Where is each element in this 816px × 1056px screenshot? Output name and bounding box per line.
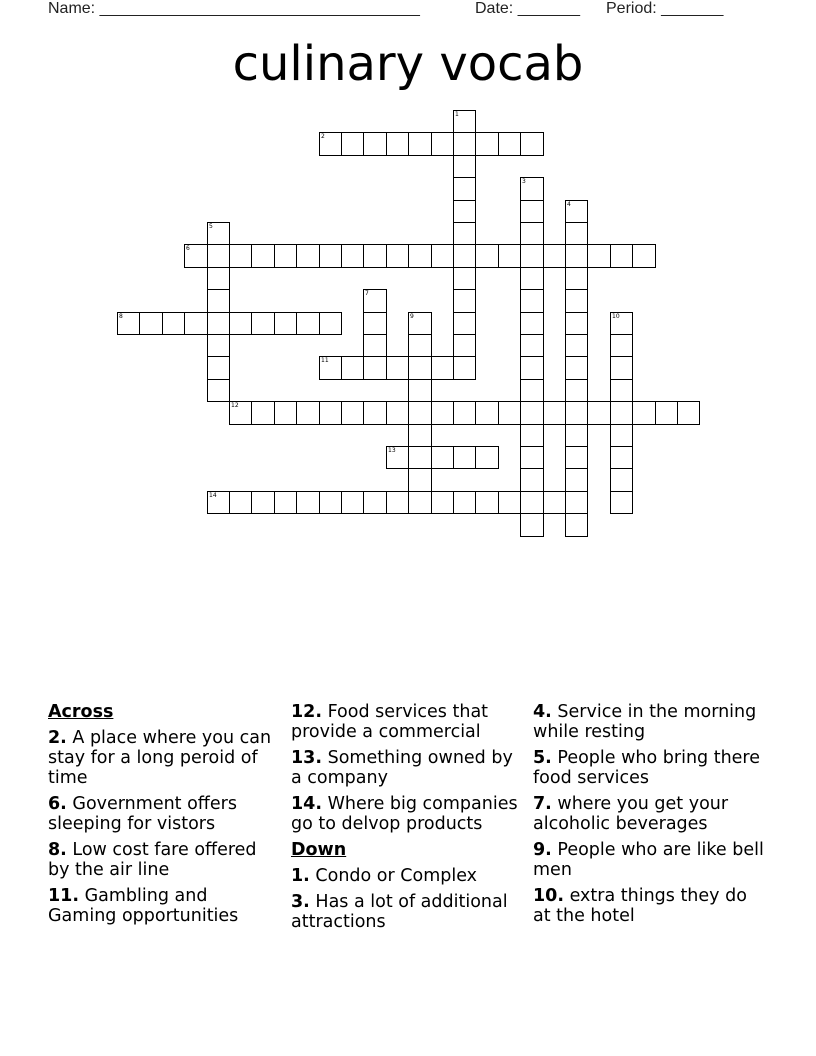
grid-cell[interactable]	[453, 155, 476, 178]
grid-cell[interactable]	[453, 312, 476, 335]
grid-cell[interactable]	[498, 401, 521, 425]
grid-cell[interactable]	[520, 491, 544, 514]
grid-cell[interactable]	[341, 491, 364, 514]
grid-cell[interactable]	[363, 289, 387, 313]
grid-cell[interactable]	[587, 244, 611, 268]
clue-across-13: 13. Something owned by a company	[291, 748, 513, 788]
grid-cell[interactable]	[229, 401, 252, 425]
grid-cell[interactable]	[565, 468, 588, 492]
grid-cell[interactable]	[453, 222, 476, 245]
grid-cell[interactable]	[565, 289, 588, 313]
grid-cell[interactable]	[363, 491, 387, 514]
grid-cell[interactable]	[408, 356, 432, 380]
grid-cell[interactable]	[431, 132, 454, 156]
grid-cell[interactable]	[498, 244, 521, 268]
grid-cell[interactable]	[453, 244, 476, 268]
clue-across-14: 14. Where big companies go to delvop products	[291, 794, 518, 834]
grid-cell[interactable]	[475, 132, 499, 156]
clue-number: 13	[388, 447, 396, 454]
clue-column-3	[533, 702, 765, 932]
clue-column-2	[291, 702, 523, 938]
grid-cell[interactable]	[408, 446, 432, 469]
clue-number: 14	[209, 492, 217, 499]
grid-cell[interactable]	[453, 446, 476, 469]
grid-cell[interactable]	[386, 491, 409, 514]
grid-cell[interactable]	[341, 401, 364, 425]
grid-cell[interactable]	[565, 446, 588, 469]
across-heading: Across	[48, 702, 114, 722]
grid-cell[interactable]	[408, 244, 432, 268]
grid-cell[interactable]	[386, 244, 409, 268]
grid-cell[interactable]	[431, 491, 454, 514]
grid-cell[interactable]	[319, 312, 342, 335]
clue-across-12: 12. Food services that provide a commercial	[291, 702, 489, 742]
clue-across-2: 2. A place where you can stay for a long peroid of time	[48, 728, 272, 788]
grid-cell[interactable]	[453, 267, 476, 290]
grid-cell[interactable]	[520, 379, 544, 402]
grid-cell[interactable]	[408, 312, 432, 335]
grid-cell[interactable]	[274, 491, 297, 514]
grid-cell[interactable]	[139, 312, 163, 335]
grid-cell[interactable]	[363, 244, 387, 268]
grid-cell[interactable]	[341, 132, 364, 156]
grid-cell[interactable]	[520, 177, 544, 201]
grid-cell[interactable]	[565, 424, 588, 447]
grid-cell[interactable]	[610, 446, 633, 469]
grid-cell[interactable]	[565, 379, 588, 402]
grid-cell[interactable]	[408, 424, 432, 447]
clue-number: 5	[209, 223, 213, 230]
grid-cell[interactable]	[632, 401, 656, 425]
grid-cell[interactable]	[520, 424, 544, 447]
grid-cell[interactable]	[363, 312, 387, 335]
grid-cell[interactable]	[520, 200, 544, 223]
grid-cell[interactable]	[610, 424, 633, 447]
grid-cell[interactable]	[229, 491, 252, 514]
grid-cell[interactable]	[520, 267, 544, 290]
grid-cell[interactable]	[565, 222, 588, 245]
grid-cell[interactable]	[207, 267, 230, 290]
grid-cell[interactable]	[386, 446, 409, 469]
grid-cell[interactable]	[453, 200, 476, 223]
grid-cell[interactable]	[498, 132, 521, 156]
grid-cell[interactable]	[408, 401, 432, 425]
grid-cell[interactable]	[363, 356, 387, 380]
grid-cell[interactable]	[296, 244, 320, 268]
clue-number: 12	[231, 402, 239, 409]
grid-cell[interactable]	[520, 312, 544, 335]
grid-cell[interactable]	[453, 110, 476, 133]
grid-cell[interactable]	[610, 379, 633, 402]
grid-cell[interactable]	[520, 401, 544, 425]
grid-cell[interactable]	[543, 401, 566, 425]
clue-down-9: 9. People who are like bell men	[533, 840, 764, 880]
grid-cell[interactable]	[475, 244, 499, 268]
grid-cell[interactable]	[453, 401, 476, 425]
grid-cell[interactable]	[207, 312, 230, 335]
grid-cell[interactable]	[520, 244, 544, 268]
grid-cell[interactable]	[655, 401, 678, 425]
grid-cell[interactable]	[610, 356, 633, 380]
grid-cell[interactable]	[184, 312, 208, 335]
clue-across-11: 11. Gambling and Gaming opportunities	[48, 886, 239, 926]
grid-cell[interactable]	[677, 401, 700, 425]
down-heading: Down	[291, 840, 347, 860]
grid-cell[interactable]	[543, 491, 566, 514]
grid-cell[interactable]	[251, 244, 275, 268]
grid-cell[interactable]	[475, 446, 499, 469]
clue-number: 3	[522, 178, 526, 185]
grid-cell[interactable]	[610, 312, 633, 335]
grid-cell[interactable]	[117, 312, 140, 335]
grid-cell[interactable]	[632, 244, 656, 268]
clue-number: 10	[612, 313, 620, 320]
grid-cell[interactable]	[341, 356, 364, 380]
clue-number: 6	[186, 245, 190, 252]
clue-down-10: 10. extra things they do at the hotel	[533, 886, 747, 926]
grid-cell[interactable]	[319, 356, 342, 380]
grid-cell[interactable]	[386, 401, 409, 425]
clue-column-1	[48, 702, 280, 932]
grid-cell[interactable]	[475, 491, 499, 514]
grid-cell[interactable]	[296, 491, 320, 514]
grid-cell[interactable]	[341, 244, 364, 268]
grid-cell[interactable]	[520, 222, 544, 245]
grid-cell[interactable]	[610, 244, 633, 268]
clue-down-5: 5. People who bring there food services	[533, 748, 761, 788]
grid-cell[interactable]	[207, 379, 230, 402]
grid-cell[interactable]	[408, 491, 432, 514]
grid-cell[interactable]	[207, 244, 230, 268]
clue-number: 7	[365, 290, 369, 297]
grid-cell[interactable]	[475, 401, 499, 425]
grid-cell[interactable]	[229, 312, 252, 335]
grid-cell[interactable]	[184, 244, 208, 268]
grid-cell[interactable]	[565, 491, 588, 514]
grid-cell[interactable]	[408, 379, 432, 402]
grid-cell[interactable]	[565, 334, 588, 357]
grid-cell[interactable]	[408, 132, 432, 156]
grid-cell[interactable]	[453, 491, 476, 514]
grid-cell[interactable]	[565, 244, 588, 268]
clue-down-3: 3. Has a lot of additional attractions	[291, 892, 508, 932]
grid-cell[interactable]	[431, 244, 454, 268]
date-label: Date: _______	[475, 0, 580, 17]
grid-cell[interactable]	[453, 356, 476, 380]
grid-cell[interactable]	[274, 401, 297, 425]
grid-cell[interactable]	[251, 312, 275, 335]
grid-cell[interactable]	[610, 401, 633, 425]
grid-cell[interactable]	[386, 132, 409, 156]
grid-cell[interactable]	[363, 132, 387, 156]
grid-cell[interactable]	[274, 244, 297, 268]
grid-cell[interactable]	[431, 356, 454, 380]
grid-cell[interactable]	[453, 334, 476, 357]
grid-cell[interactable]	[520, 468, 544, 492]
grid-cell[interactable]	[520, 132, 544, 156]
grid-cell[interactable]	[207, 491, 230, 514]
grid-cell[interactable]	[565, 401, 588, 425]
page-title: culinary vocab	[232, 36, 584, 92]
grid-cell[interactable]	[565, 200, 588, 223]
grid-cell[interactable]	[319, 401, 342, 425]
grid-cell[interactable]	[251, 401, 275, 425]
grid-cell[interactable]	[408, 334, 432, 357]
grid-cell[interactable]	[431, 446, 454, 469]
grid-cell[interactable]	[565, 356, 588, 380]
clue-number: 8	[119, 313, 123, 320]
grid-cell[interactable]	[610, 468, 633, 492]
clue-number: 2	[321, 133, 325, 140]
grid-cell[interactable]	[274, 312, 297, 335]
grid-cell[interactable]	[207, 222, 230, 245]
clue-across-8: 8. Low cost fare offered by the air line	[48, 840, 257, 880]
clue-down-4: 4. Service in the morning while resting	[533, 702, 757, 742]
grid-cell[interactable]	[453, 289, 476, 313]
clue-across-6: 6. Government offers sleeping for vistors	[48, 794, 237, 834]
grid-cell[interactable]	[565, 513, 588, 537]
grid-cell[interactable]	[520, 334, 544, 357]
grid-cell[interactable]	[363, 401, 387, 425]
grid-cell[interactable]	[520, 513, 544, 537]
grid-cell[interactable]	[229, 244, 252, 268]
grid-cell[interactable]	[207, 334, 230, 357]
clue-number: 1	[455, 111, 459, 118]
name-label: Name: ____________________________________	[48, 0, 420, 17]
grid-cell[interactable]	[386, 356, 409, 380]
grid-cell[interactable]	[498, 491, 521, 514]
grid-cell[interactable]	[296, 401, 320, 425]
grid-cell[interactable]	[319, 244, 342, 268]
grid-cell[interactable]	[520, 356, 544, 380]
grid-cell[interactable]	[319, 491, 342, 514]
grid-cell[interactable]	[565, 267, 588, 290]
grid-cell[interactable]	[520, 289, 544, 313]
grid-cell[interactable]	[207, 289, 230, 313]
grid-cell[interactable]	[251, 491, 275, 514]
grid-cell[interactable]	[453, 132, 476, 156]
grid-cell[interactable]	[162, 312, 185, 335]
grid-cell[interactable]	[587, 401, 611, 425]
grid-cell[interactable]	[520, 446, 544, 469]
grid-cell[interactable]	[207, 356, 230, 380]
grid-cell[interactable]	[431, 401, 454, 425]
clue-number: 9	[410, 313, 414, 320]
grid-cell[interactable]	[453, 177, 476, 201]
grid-cell[interactable]	[319, 132, 342, 156]
grid-cell[interactable]	[296, 312, 320, 335]
grid-cell[interactable]	[610, 491, 633, 514]
clue-number: 4	[567, 201, 571, 208]
grid-cell[interactable]	[543, 244, 566, 268]
grid-cell[interactable]	[565, 312, 588, 335]
period-label: Period: _______	[606, 0, 724, 17]
grid-cell[interactable]	[363, 334, 387, 357]
clue-number: 11	[321, 357, 329, 364]
clue-down-7: 7. where you get your alcoholic beverages	[533, 794, 729, 834]
grid-cell[interactable]	[408, 468, 432, 492]
grid-cell[interactable]	[610, 334, 633, 357]
clue-down-1: 1. Condo or Complex	[291, 866, 478, 886]
